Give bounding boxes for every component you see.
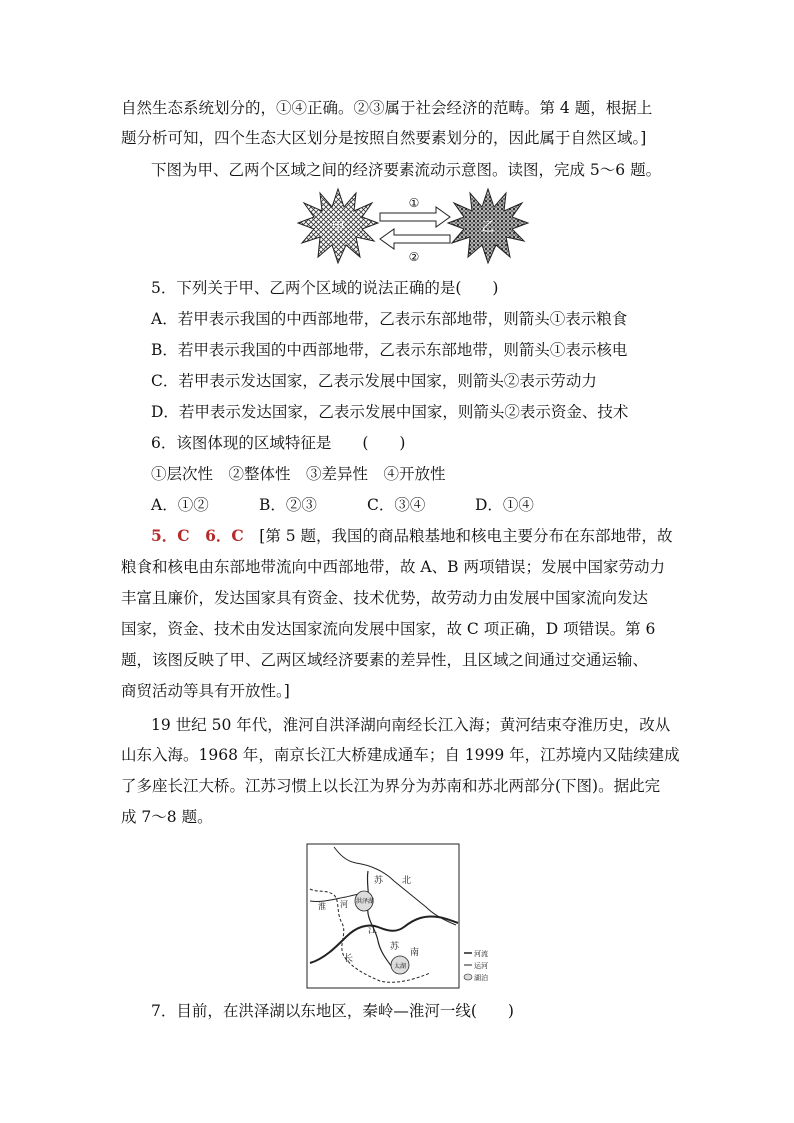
map-label-chang: 长 [344,954,354,964]
answer-line: 商贸活动等具有开放性。] [121,682,290,700]
option-a: A．若甲表示我国的中西部地带，乙表示东部地带，则箭头①表示粮食 [151,310,628,328]
passage-line: 山东入海。1968 年，南京长江大桥建成通车；自 1999 年，江苏境内又陆续建成 [121,746,680,764]
map-label-nan: 南 [410,948,420,958]
text-line: 下图为甲、乙两个区域之间的经济要素流动示意图。读图，完成 5～6 题。 [151,161,662,179]
text-line: 自然生态系统划分的，①④正确。②③属于社会经济的范畴。第 4 题，根据上 [121,99,653,117]
legend-canal: 运河 [474,962,488,970]
map-label-su2: 苏 [390,942,400,952]
legend-lake-symbol [464,974,472,980]
arrow-2 [380,229,450,249]
question-6: 6．该图体现的区域特征是 ( ) [151,434,406,452]
answer-text: [第 5 题，我国的商品粮基地和核电主要分布在东部地带，故 [259,527,673,545]
legend-river: 河流 [474,950,488,958]
answer-line: 粮食和核电由东部地带流向中西部地带，故 A、B 两项错误；发展中国家劳动力 [121,558,665,576]
region-jia-label: 甲 [331,220,345,235]
question-6-options [151,495,534,515]
question-5: 5．下列关于甲、乙两个区域的说法正确的是( ) [151,279,499,297]
map-label-he: 河 [340,900,348,909]
region-flow-diagram [296,187,532,267]
map-label-lake: 洪泽湖 [356,898,375,905]
legend-lake: 湖泊 [474,974,488,982]
passage-line: 成 7～8 题。 [121,808,213,826]
answer-line [151,526,673,546]
question-6-items: ①层次性 ②整体性 ③差异性 ④开放性 [151,465,446,483]
passage-line: 19 世纪 50 年代，淮河自洪泽湖向南经长江入海；黄河结束夺淮历史，改从 [151,716,671,734]
answer-line: 国家，资金、技术由发达国家流向发展中国家，故 C 项正确，D 项错误。第 6 [121,620,656,638]
option-b: B．若甲表示我国的中西部地带，乙表示东部地带，则箭头①表示核电 [151,341,628,359]
map-label-bei: 北 [402,876,412,886]
option-c: C．若甲表示发达国家，乙表示发展中国家，则箭头②表示劳动力 [151,372,597,390]
option-d: D．若甲表示发达国家，乙表示发展中国家，则箭头②表示资金、技术 [151,403,629,421]
map-label-taihu: 太湖 [394,963,407,970]
arrow-1-label: ① [408,196,420,210]
map-label-jiang: 江 [368,926,378,936]
answer-line: 题，该图反映了甲、乙两区域经济要素的差异性，且区域之间通过交通运输、 [121,651,649,669]
answer-line: 丰富且廉价，发达国家具有资金、技术优势，故劳动力由发展中国家流向发达 [121,589,649,607]
option-6d: D．①④ [475,496,534,514]
option-6b: B．②③ [259,496,317,514]
text-line: 题分析可知，四个生态大区划分是按照自然要素划分的，因此属于自然区域。] [121,129,647,147]
region-yi-label: 乙 [481,220,495,235]
question-7: 7．目前，在洪泽湖以东地区，秦岭—淮河一线( ) [151,1002,514,1020]
map-label-su: 苏 [374,876,384,886]
arrow-2-label: ② [408,250,420,264]
answer-key: 5．C 6．C [151,526,244,545]
map-label-huai: 淮 [318,902,326,911]
passage-line: 了多座长江大桥。江苏习惯上以长江为界分为苏南和苏北两部分(下图)。据此完 [121,777,661,795]
option-6c: C．③④ [367,496,426,514]
option-6a: A．①② [151,496,209,514]
jiangsu-map [306,843,496,991]
arrow-1 [380,207,450,227]
